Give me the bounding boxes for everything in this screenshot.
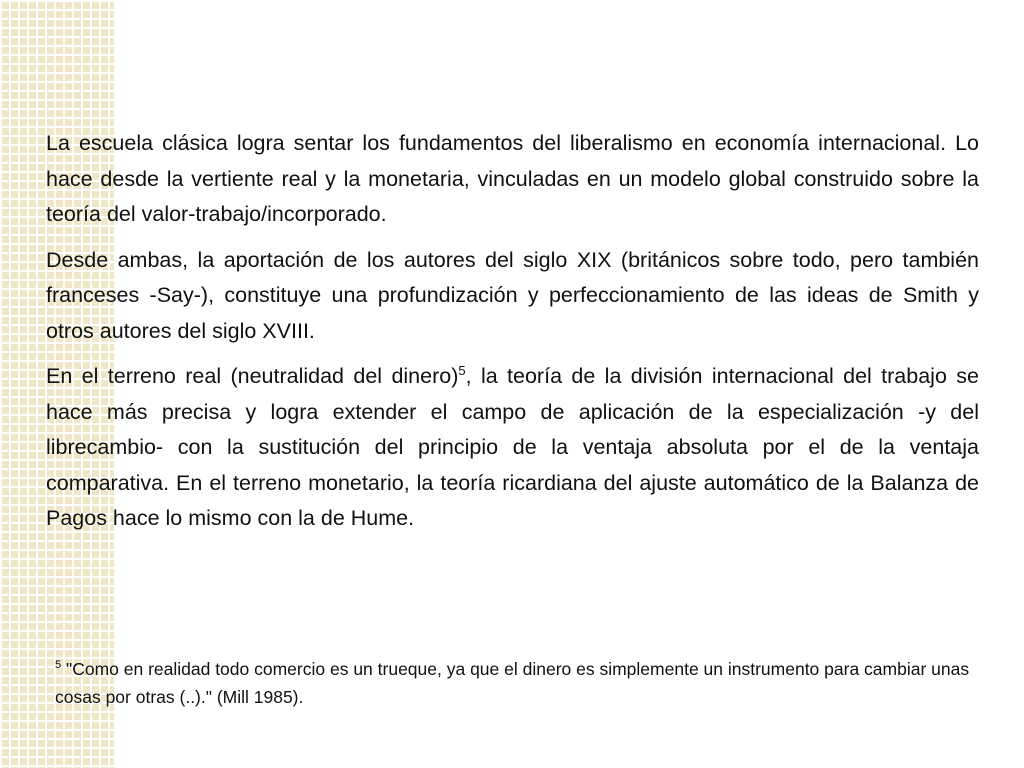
footnote-text: "Como en realidad todo comercio es un trueque, ya que el dinero es simplemente un instrumento para cambiar unas cosas por otras (..)." (Mill 1985). xyxy=(55,659,970,707)
footnote-reference: 5 xyxy=(458,362,466,378)
paragraph-3 xyxy=(46,359,979,537)
slide-body xyxy=(46,126,979,547)
paragraph-1: La escuela clásica logra sentar los fundamentos del liberalismo en economía internacional. Lo hace desde la vertiente real y la monetaria, vinculadas en un modelo global construido sobre la teoría del valor-trabajo/incorporado. xyxy=(46,131,979,226)
paragraph-3-text-after: , la teoría de la división internacional del trabajo se hace más precisa y logra extender el campo de aplicación de la especialización -y del librecambio- con la sustitución del principio de la ventaja absoluta por el de la ventaja comparativa. En el terreno monetario, la teoría ricardiana del ajuste automático de la Balanza de Pagos hace lo mismo con la de Hume. xyxy=(46,364,979,530)
paragraph-2: Desde ambas, la aportación de los autores del siglo XIX (británicos sobre todo, pero también franceses -Say-), constituye una profundización y perfeccionamiento de las ideas de Smith y otros autores del siglo XVIII. xyxy=(46,247,979,343)
footnote xyxy=(55,655,979,711)
footnote-marker: 5 xyxy=(55,659,62,672)
paragraph-3-text-before: En el terreno real (neutralidad del dinero) xyxy=(46,364,459,388)
